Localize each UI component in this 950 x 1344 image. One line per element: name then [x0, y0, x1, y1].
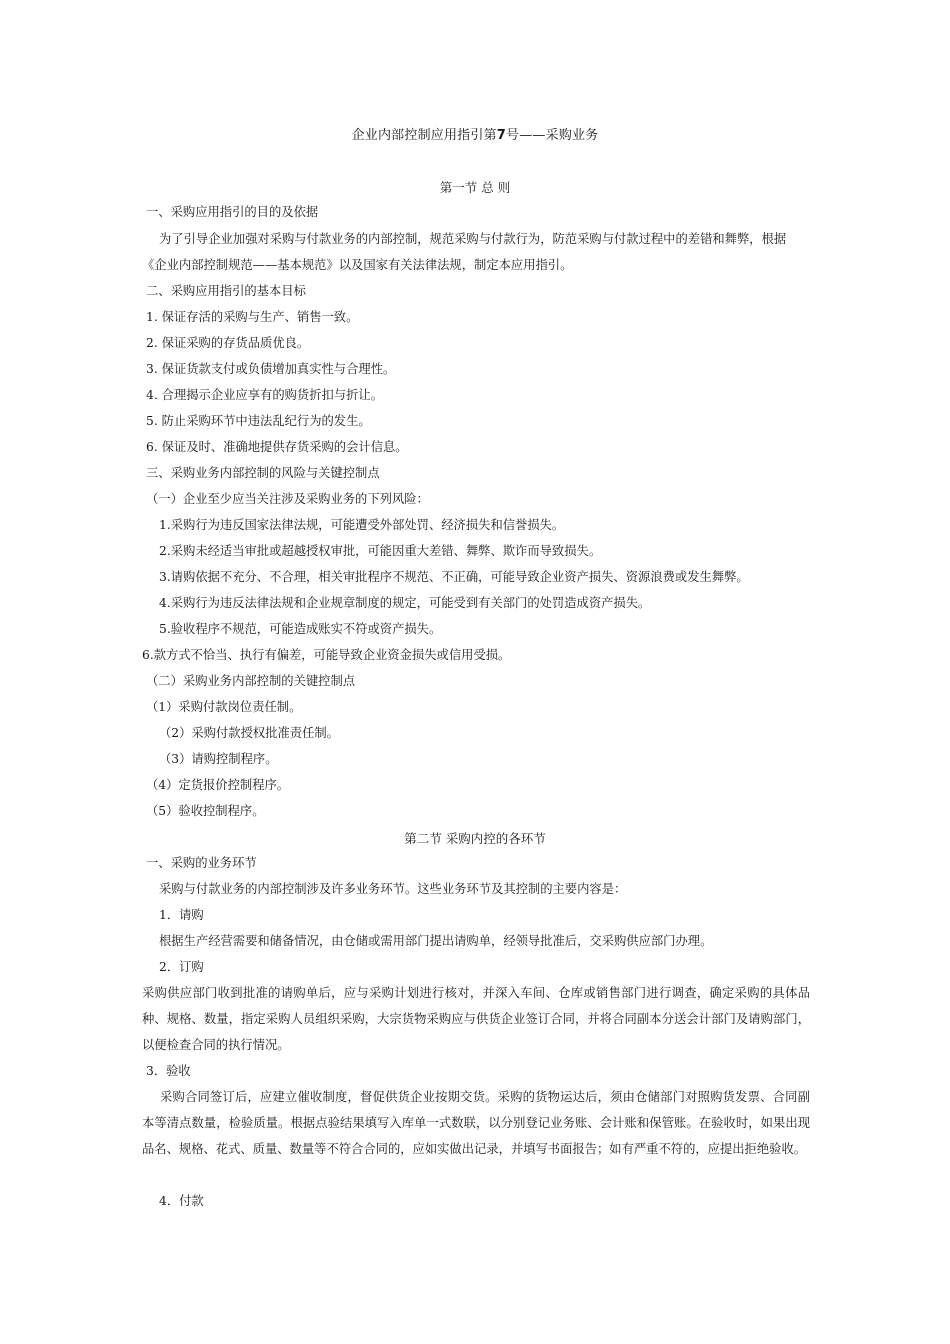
step4-title: 4．付款	[159, 1194, 204, 1208]
step2-text: 采购供应部门收到批准的请购单后，应与采购计划进行核对，并深入车间、仓库或销售部门进行调查，确定采购的具体品种、规格、数量，指定采购人员组织采购，大宗货物采购应与供货企业签订合同，并将合同副本分送会计部门及请购部门，以便检查合同的执行情况。	[142, 986, 810, 1052]
s1-heading-risks: 三、采购业务内部控制的风险与关键控制点	[146, 466, 380, 480]
s2-intro: 采购与付款业务的内部控制涉及许多业务环节。这些业务环节及其控制的主要内容是：	[159, 882, 627, 896]
goal-item: 2. 保证采购的存货品质优良。	[146, 336, 310, 350]
section1-title: 第一节 总 则	[439, 180, 511, 195]
section2-title: 第二节 采购内控的各环节	[404, 831, 546, 846]
s1-purpose-line2: 《企业内部控制规范——基本规范》以及国家有关法律法规，制定本应用指引。	[142, 258, 573, 272]
document-title	[0, 124, 950, 143]
s1-purpose-line1: 为了引导企业加强对采购与付款业务的内部控制，规范采购与付款行为，防范采购与付款过程中的差错和舞弊，根据	[159, 232, 787, 246]
step1-text: 根据生产经营需要和储备情况，由仓储或需用部门提出请购单，经领导批准后，交采购供应部门办理。	[159, 934, 713, 948]
step3-text: 采购合同签订后，应建立催收制度，督促供货企业按期交货。采购的货物运达后，须由仓储部门对照购货发票、合同副本等清点数量，检验质量。根据点验结果填写入库单一式数联，以分别登记业务账、会计账和保管账。在验收时，如果出现品名、规格、花式、质量、数量等不符合合同的，应如实做出记录，并填写书面报告；如有严重不符的，应提出拒绝验收。	[142, 1090, 810, 1156]
step1-title: 1．请购	[159, 908, 204, 922]
risk-item: 4.采购行为违反法律法规和企业规章制度的规定，可能受到有关部门的处罚造成资产损失。	[159, 596, 651, 610]
s1-heading-purpose: 一、采购应用指引的目的及依据	[146, 205, 319, 219]
kcp-item: （1）采购付款岗位责任制。	[146, 700, 302, 714]
goal-item: 6. 保证及时、准确地提供存货采购的会计信息。	[146, 440, 408, 454]
s2-heading-business: 一、采购的业务环节	[146, 856, 257, 870]
title-suffix: 号——采购业务	[506, 128, 599, 143]
goal-item: 1. 保证存活的采购与生产、销售一致。	[146, 310, 359, 324]
kcp-heading: （二）采购业务内部控制的关键控制点	[146, 674, 356, 688]
step3-paragraph	[142, 1084, 810, 1162]
risk-heading: （一）企业至少应当关注涉及采购业务的下列风险：	[146, 492, 429, 506]
goal-item: 3. 保证货款支付或负债增加真实性与合理性。	[146, 362, 396, 376]
step2-title: 2．订购	[159, 960, 204, 974]
goal-item: 4. 合理揭示企业应享有的购货折扣与折让。	[146, 388, 383, 402]
title-number: 7	[496, 128, 507, 143]
risk-item: 3.请购依据不充分、不合理，相关审批程序不规范、不正确，可能导致企业资产损失、资源浪费或发生舞弊。	[159, 570, 749, 584]
kcp-item: （4）定货报价控制程序。	[146, 778, 290, 792]
step3-title: 3．验收	[146, 1064, 191, 1078]
risk-item: 6.款方式不恰当、执行有偏差，可能导致企业资金损失或信用受损。	[142, 648, 511, 662]
kcp-item: （5）验收控制程序。	[146, 804, 265, 818]
risk-item: 5.验收程序不规范，可能造成账实不符或资产损失。	[159, 622, 442, 636]
risk-item: 2.采购未经适当审批或超越授权审批，可能因重大差错、舞弊、欺诈而导致损失。	[159, 544, 602, 558]
kcp-item: （2）采购付款授权批准责任制。	[159, 726, 339, 740]
risk-item: 1.采购行为违反国家法律法规，可能遭受外部处罚、经济损失和信誉损失。	[159, 518, 565, 532]
s1-heading-goals: 二、采购应用指引的基本目标	[146, 284, 306, 298]
kcp-item: （3）请购控制程序。	[159, 752, 278, 766]
title-prefix: 企业内部控制应用指引第	[351, 128, 497, 143]
goal-item: 5. 防止采购环节中违法乱纪行为的发生。	[146, 414, 371, 428]
